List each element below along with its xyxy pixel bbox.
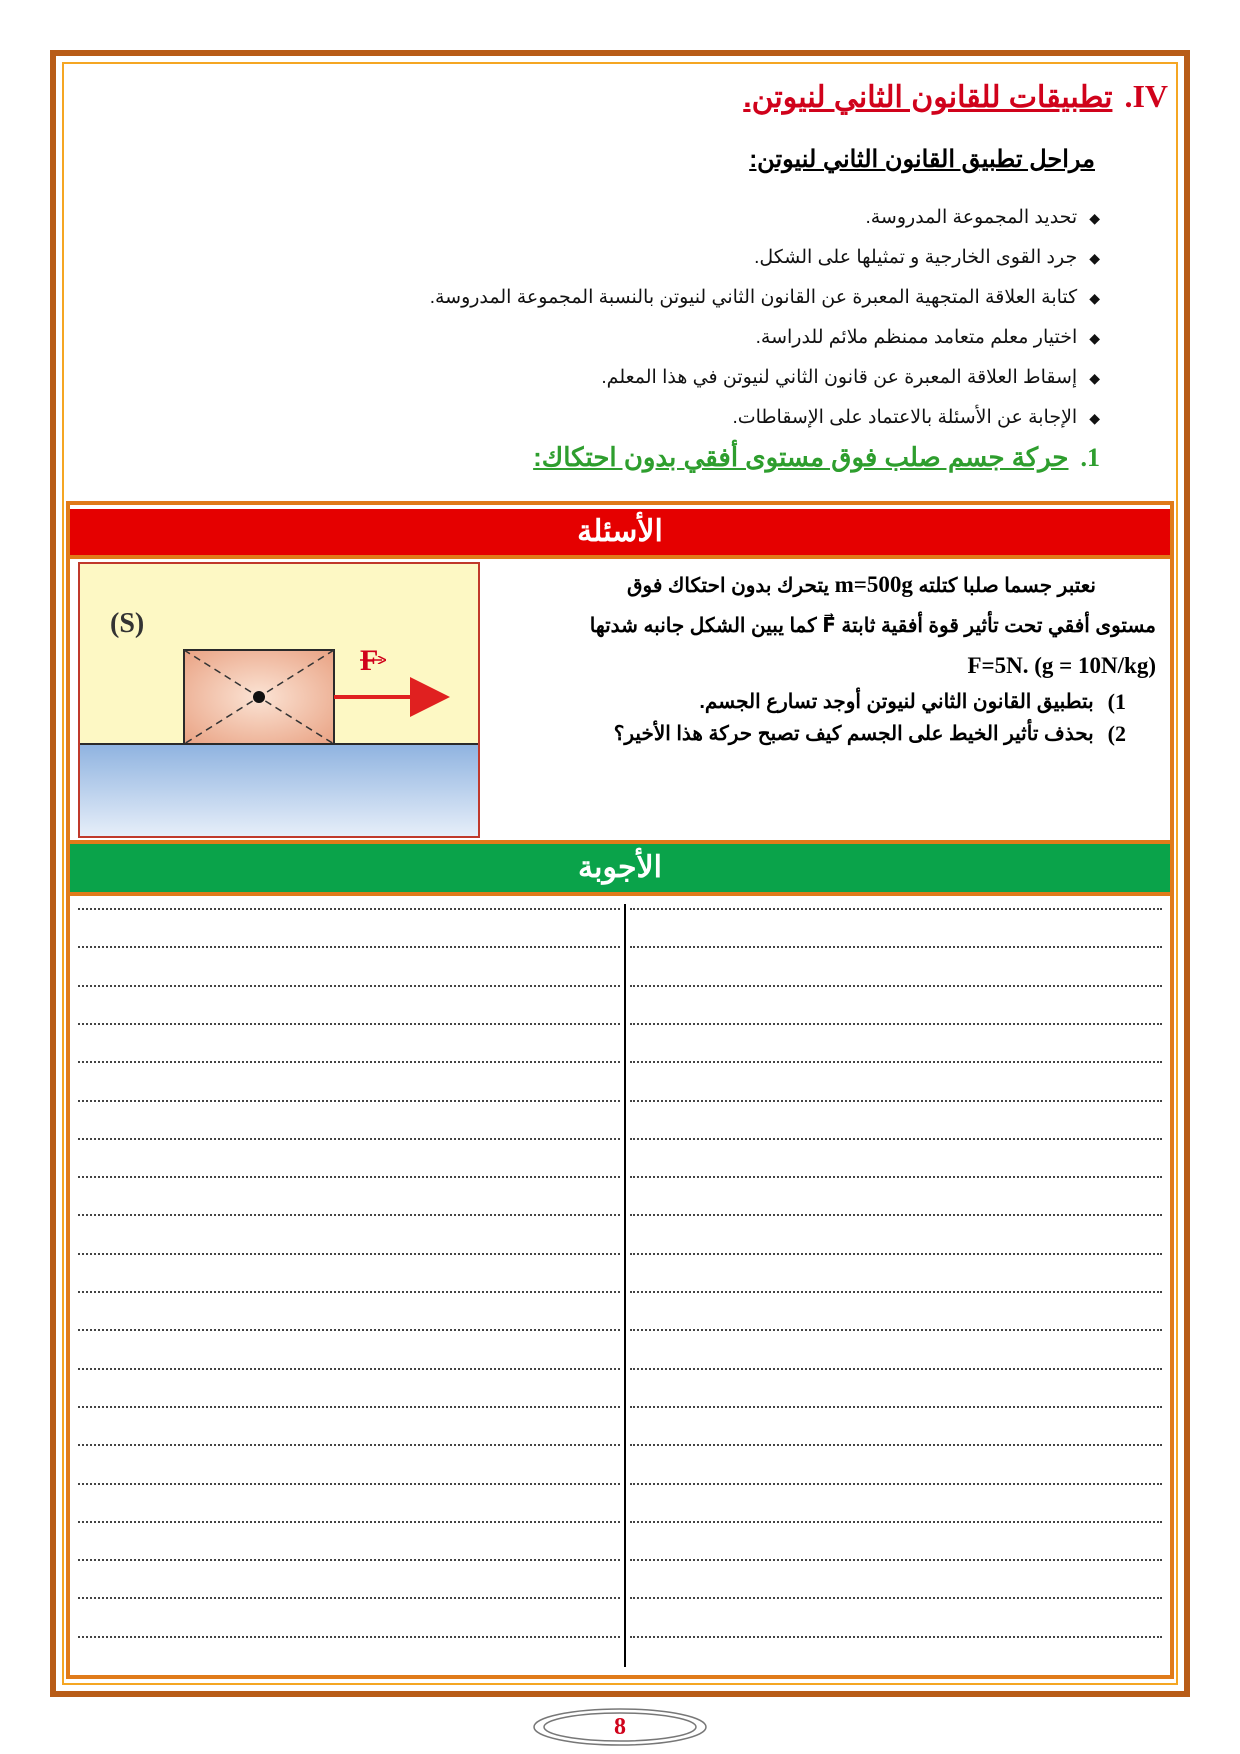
list-item: ◆ جرد القوى الخارجية و تمثيلها على الشكل. [430,238,1100,278]
subsection-text: حركة جسم صلب فوق مستوى أفقي بدون احتكاك: [533,442,1069,472]
force-label: F [360,644,378,678]
answer-line-left[interactable] [78,1597,620,1599]
answer-line-left[interactable] [78,1176,620,1178]
answer-line-left[interactable] [78,1253,620,1255]
answer-line-right[interactable] [630,1483,1162,1485]
page-number: 8 [532,1707,708,1747]
answer-line-right[interactable] [630,1061,1162,1063]
answer-line-left[interactable] [78,1214,620,1216]
answer-line-right[interactable] [630,1406,1162,1408]
answer-line-left[interactable] [78,1023,620,1025]
answer-line-left[interactable] [78,1329,620,1331]
list-item: ◆ كتابة العلاقة المتجهية المعبرة عن القانون الثاني لنيوتن بالنسبة المجموعة المدروسة. [430,278,1100,318]
section-number: IV. [1124,78,1168,114]
answer-line-right[interactable] [630,908,1162,910]
list-item: ◆ اختيار معلم متعامد ممنظم ملائم للدراسة. [430,318,1100,358]
vector-arrow-icon [360,638,386,646]
answer-line-right[interactable] [630,946,1162,948]
force-diagram [78,562,480,838]
center-of-mass-dot [253,691,265,703]
diamond-bullet-icon: ◆ [1089,290,1100,306]
answer-line-left[interactable] [78,1636,620,1638]
answer-line-left[interactable] [78,1406,620,1408]
list-item: ◆ الإجابة عن الأسئلة بالاعتماد على الإسقاطات. [430,398,1100,438]
horizontal-plane [80,744,478,836]
diamond-bullet-icon: ◆ [1089,410,1100,426]
stages-title: مراحل تطبيق القانون الثاني لنيوتن: [749,146,1095,173]
column-divider [624,904,626,1667]
divider [70,892,1170,896]
divider [70,555,1170,559]
answer-line-right[interactable] [630,1214,1162,1216]
stages-list [430,198,1100,438]
answer-line-left[interactable] [78,1100,620,1102]
questions-answers-box [66,501,1174,1679]
answer-line-right[interactable] [630,1138,1162,1140]
answer-line-right[interactable] [630,1597,1162,1599]
answer-line-left[interactable] [78,1061,620,1063]
answer-line-left[interactable] [78,1483,620,1485]
answer-line-left[interactable] [78,946,620,948]
answer-line-right[interactable] [630,1176,1162,1178]
diamond-bullet-icon: ◆ [1089,330,1100,346]
page-title [743,78,1168,115]
answer-line-left[interactable] [78,908,620,910]
answer-line-right[interactable] [630,1636,1162,1638]
diamond-bullet-icon: ◆ [1089,250,1100,266]
diamond-bullet-icon: ◆ [1089,370,1100,386]
answer-line-right[interactable] [630,1253,1162,1255]
question-1: 1) بتطبيق القانون الثاني لنيوتن أوجد تسارع الجسم. [699,689,1126,714]
question-text [490,565,1156,750]
answer-line-right[interactable] [630,1291,1162,1293]
answer-line-right[interactable] [630,1559,1162,1561]
intro-line-2: مستوى أفقي تحت تأثير قوة أفقية ثابتة F⃗ كما يبين الشكل جانبه شدتها [589,615,1156,637]
answer-area[interactable] [78,900,1162,1667]
answer-line-right[interactable] [630,1100,1162,1102]
answer-line-left[interactable] [78,1521,620,1523]
answer-line-right[interactable] [630,1023,1162,1025]
answer-line-right[interactable] [630,985,1162,987]
intro-line-1: نعتبر جسما صلبا كتلته m=500g يتحرك بدون احتكاك فوق [626,572,1096,597]
answer-line-right[interactable] [630,1521,1162,1523]
answer-line-right[interactable] [630,1368,1162,1370]
answer-line-left[interactable] [78,1291,620,1293]
body-label: (S) [110,608,145,639]
section-title: تطبيقات للقانون الثاني لنيوتن. [743,81,1113,114]
answer-line-left[interactable] [78,1138,620,1140]
answer-line-right[interactable] [630,1444,1162,1446]
answer-line-left[interactable] [78,1368,620,1370]
subsection-number: 1. [1080,443,1100,472]
intro-line-3: (g = 10N/kg) .F=5N [967,653,1156,678]
list-item: ◆ تحديد المجموعة المدروسة. [430,198,1100,238]
questions-header: الأسئلة [70,509,1170,555]
list-item: ◆ إسقاط العلاقة المعبرة عن قانون الثاني لنيوتن في هذا المعلم. [430,358,1100,398]
answers-header: الأجوبة [70,844,1170,892]
answer-line-right[interactable] [630,1329,1162,1331]
diamond-bullet-icon: ◆ [1089,210,1100,226]
question-2: 2) بحذف تأثير الخيط على الجسم كيف تصبح حركة هذا الأخير؟ [613,721,1126,746]
subsection-title [533,442,1100,473]
answer-line-left[interactable] [78,1559,620,1561]
answer-line-left[interactable] [78,985,620,987]
answer-line-left[interactable] [78,1444,620,1446]
